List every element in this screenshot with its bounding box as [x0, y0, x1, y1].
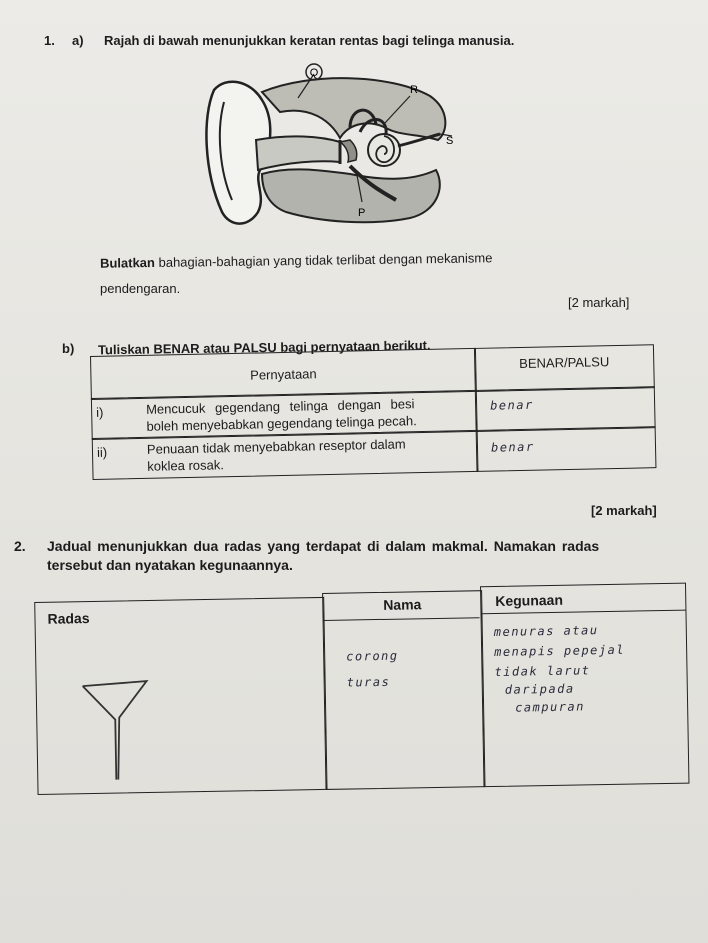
table-header-kegunaan: Kegunaan	[495, 591, 564, 609]
figure-label-p: P	[358, 207, 366, 219]
row-number: ii)	[96, 444, 108, 460]
row-number: i)	[96, 404, 104, 420]
row-statement-line2: koklea rosak.	[147, 457, 225, 474]
handwritten-answer: benar	[489, 397, 534, 413]
handwritten-name[interactable]: turas	[346, 674, 391, 690]
question-1a-marks: [2 markah]	[568, 295, 630, 310]
answer-cell[interactable]	[476, 426, 657, 472]
question-2-number: 2.	[14, 538, 26, 554]
figure-label-r: R	[410, 84, 418, 96]
nama-column	[322, 590, 485, 790]
handwritten-answer: benar	[490, 439, 535, 455]
kegunaan-column	[480, 583, 689, 788]
question-2-text-line2: tersebut dan nyatakan kegunaannya.	[47, 557, 293, 573]
question-1b-label: b)	[62, 341, 75, 356]
figure-label-s: S	[446, 135, 454, 147]
table-header-answer: BENAR/PALSU	[474, 344, 655, 392]
apparatus-table	[34, 579, 689, 795]
funnel-icon	[76, 671, 158, 782]
handwritten-use-line[interactable]: tidak larut	[494, 663, 591, 679]
row-statement-line2: boleh menyebabkan gegendang telinga pecah.	[146, 413, 417, 434]
instruction-rest: bahagian-bahagian yang tidak terlibat dengan mekanisme	[158, 250, 493, 270]
question-1a-label: a)	[72, 33, 84, 48]
handwritten-name[interactable]: corong	[346, 648, 399, 664]
handwritten-use-line[interactable]: campuran	[515, 699, 586, 715]
question-1a-instruction	[100, 250, 493, 270]
question-1a-text: Rajah di bawah menunjukkan keratan rentas bagi telinga manusia.	[104, 33, 515, 48]
figure-label-q: Q	[309, 67, 319, 79]
header-divider	[481, 610, 685, 615]
table-header-statement: Pernyataan	[90, 348, 477, 400]
table-header-radas: Radas	[47, 610, 90, 627]
ear-cross-section-figure	[200, 62, 460, 232]
question-1a-instruction-line2: pendengaran.	[100, 281, 181, 296]
question-1b-marks: [2 markah]	[591, 503, 657, 518]
true-false-table	[90, 344, 656, 480]
handwritten-use-line[interactable]: menuras atau	[493, 623, 599, 639]
handwritten-use-line[interactable]: menapis pepejal	[494, 642, 626, 659]
table-header-nama: Nama	[383, 596, 422, 613]
question-1b-text: Tuliskan BENAR atau PALSU bagi pernyataan berikut.	[97, 337, 431, 358]
row-statement-line1: Mencucuk gegendang telinga dengan besi	[145, 396, 415, 417]
handwritten-use-line[interactable]: daripada	[504, 681, 575, 697]
header-divider	[324, 617, 480, 621]
table-row	[92, 430, 479, 480]
row-statement-line1: Penuaan tidak menyebabkan reseptor dalam	[146, 436, 406, 457]
question-2-text-line1: Jadual menunjukkan dua radas yang terdapat di dalam makmal. Namakan radas	[47, 538, 600, 554]
radas-column	[34, 597, 327, 795]
instruction-bold-word: Bulatkan	[99, 254, 156, 271]
question-1-number: 1.	[44, 33, 55, 48]
answer-cell[interactable]	[475, 386, 656, 432]
